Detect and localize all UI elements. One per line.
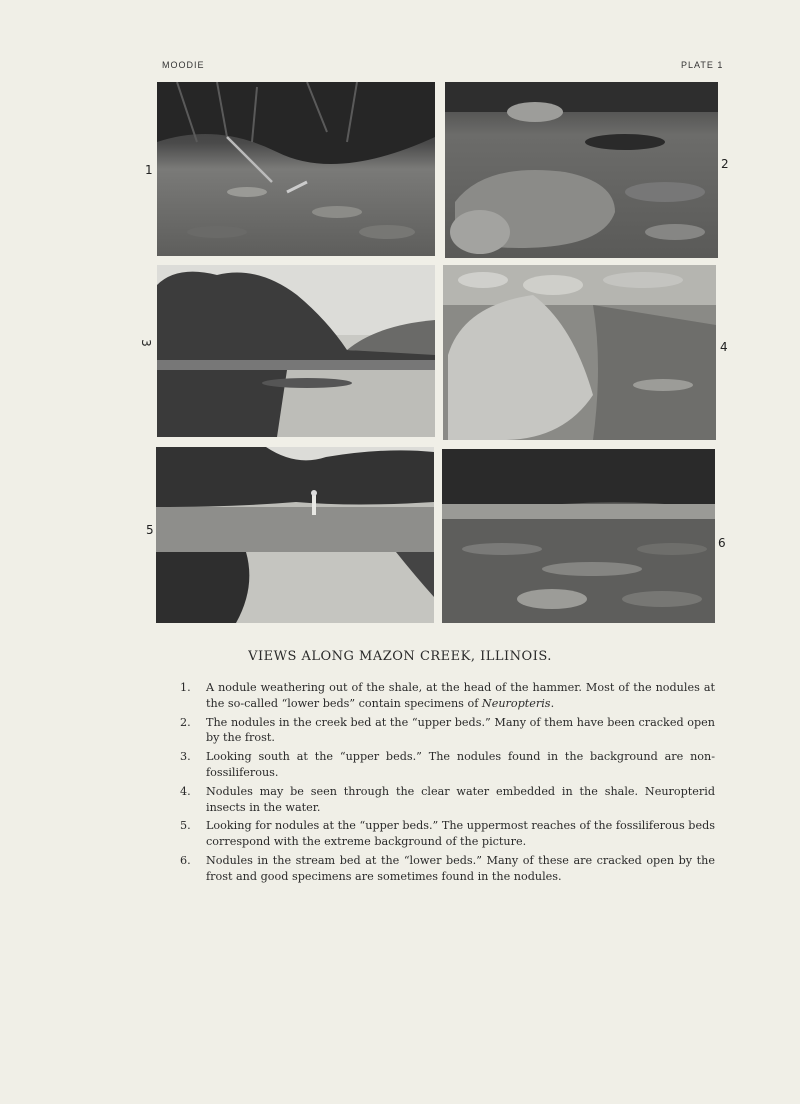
photo-number-2: 2 [721,157,729,171]
caption-note-6 [180,853,715,885]
plate-title: VIEWS ALONG MAZON CREEK, ILLINOIS. [248,649,552,664]
note-text: A nodule weathering out of the shale, at the head of the hammer. Most of the nodules at the so-called “lower beds” contain specimens of Neuropteris. [206,681,715,710]
photo-1 [157,82,435,256]
photo-number-3: 3 [138,339,153,347]
note-text: Nodules in the stream bed at the “lower beds.” Many of these are cracked open by the frost and good specimens are sometimes found in the nodules. [206,853,715,883]
caption-note-1 [180,680,715,712]
photo-number-4: 4 [720,340,728,354]
author-header: MOODIE [162,60,205,70]
genus-name: Neuropteris [481,696,551,710]
photo-2 [445,82,718,258]
note-text: Nodules may be seen through the clear water embedded in the shale. Neuropterid insects in the water. [206,784,715,814]
plate-header: PLATE 1 [681,60,724,70]
photo-6 [442,449,715,623]
note-number: 5. [180,819,191,833]
photo-5 [156,447,434,623]
photo-number-1: 1 [145,163,153,177]
caption-note-2 [180,715,715,747]
photo-number-6: 6 [718,536,726,550]
note-text: Looking for nodules at the “upper beds.” The uppermost reaches of the fossiliferous beds correspond with the extreme background of the picture. [206,819,715,849]
photo-3 [157,265,435,437]
note-number: 6. [180,853,191,867]
caption-note-4 [180,784,715,816]
caption-note-5 [180,818,715,850]
photo-number-5: 5 [146,523,154,537]
note-text: The nodules in the creek bed at the “upper beds.” Many of them have been cracked open by the frost. [206,715,715,745]
photo-4 [443,265,716,440]
note-number: 1. [180,681,191,694]
caption-notes [180,680,715,888]
note-number: 4. [180,784,191,798]
caption-note-3 [180,749,715,781]
note-text: Looking south at the “upper beds.” The nodules found in the background are non-fossiliferous. [206,750,715,779]
note-number: 2. [180,715,191,729]
note-number: 3. [180,750,191,764]
